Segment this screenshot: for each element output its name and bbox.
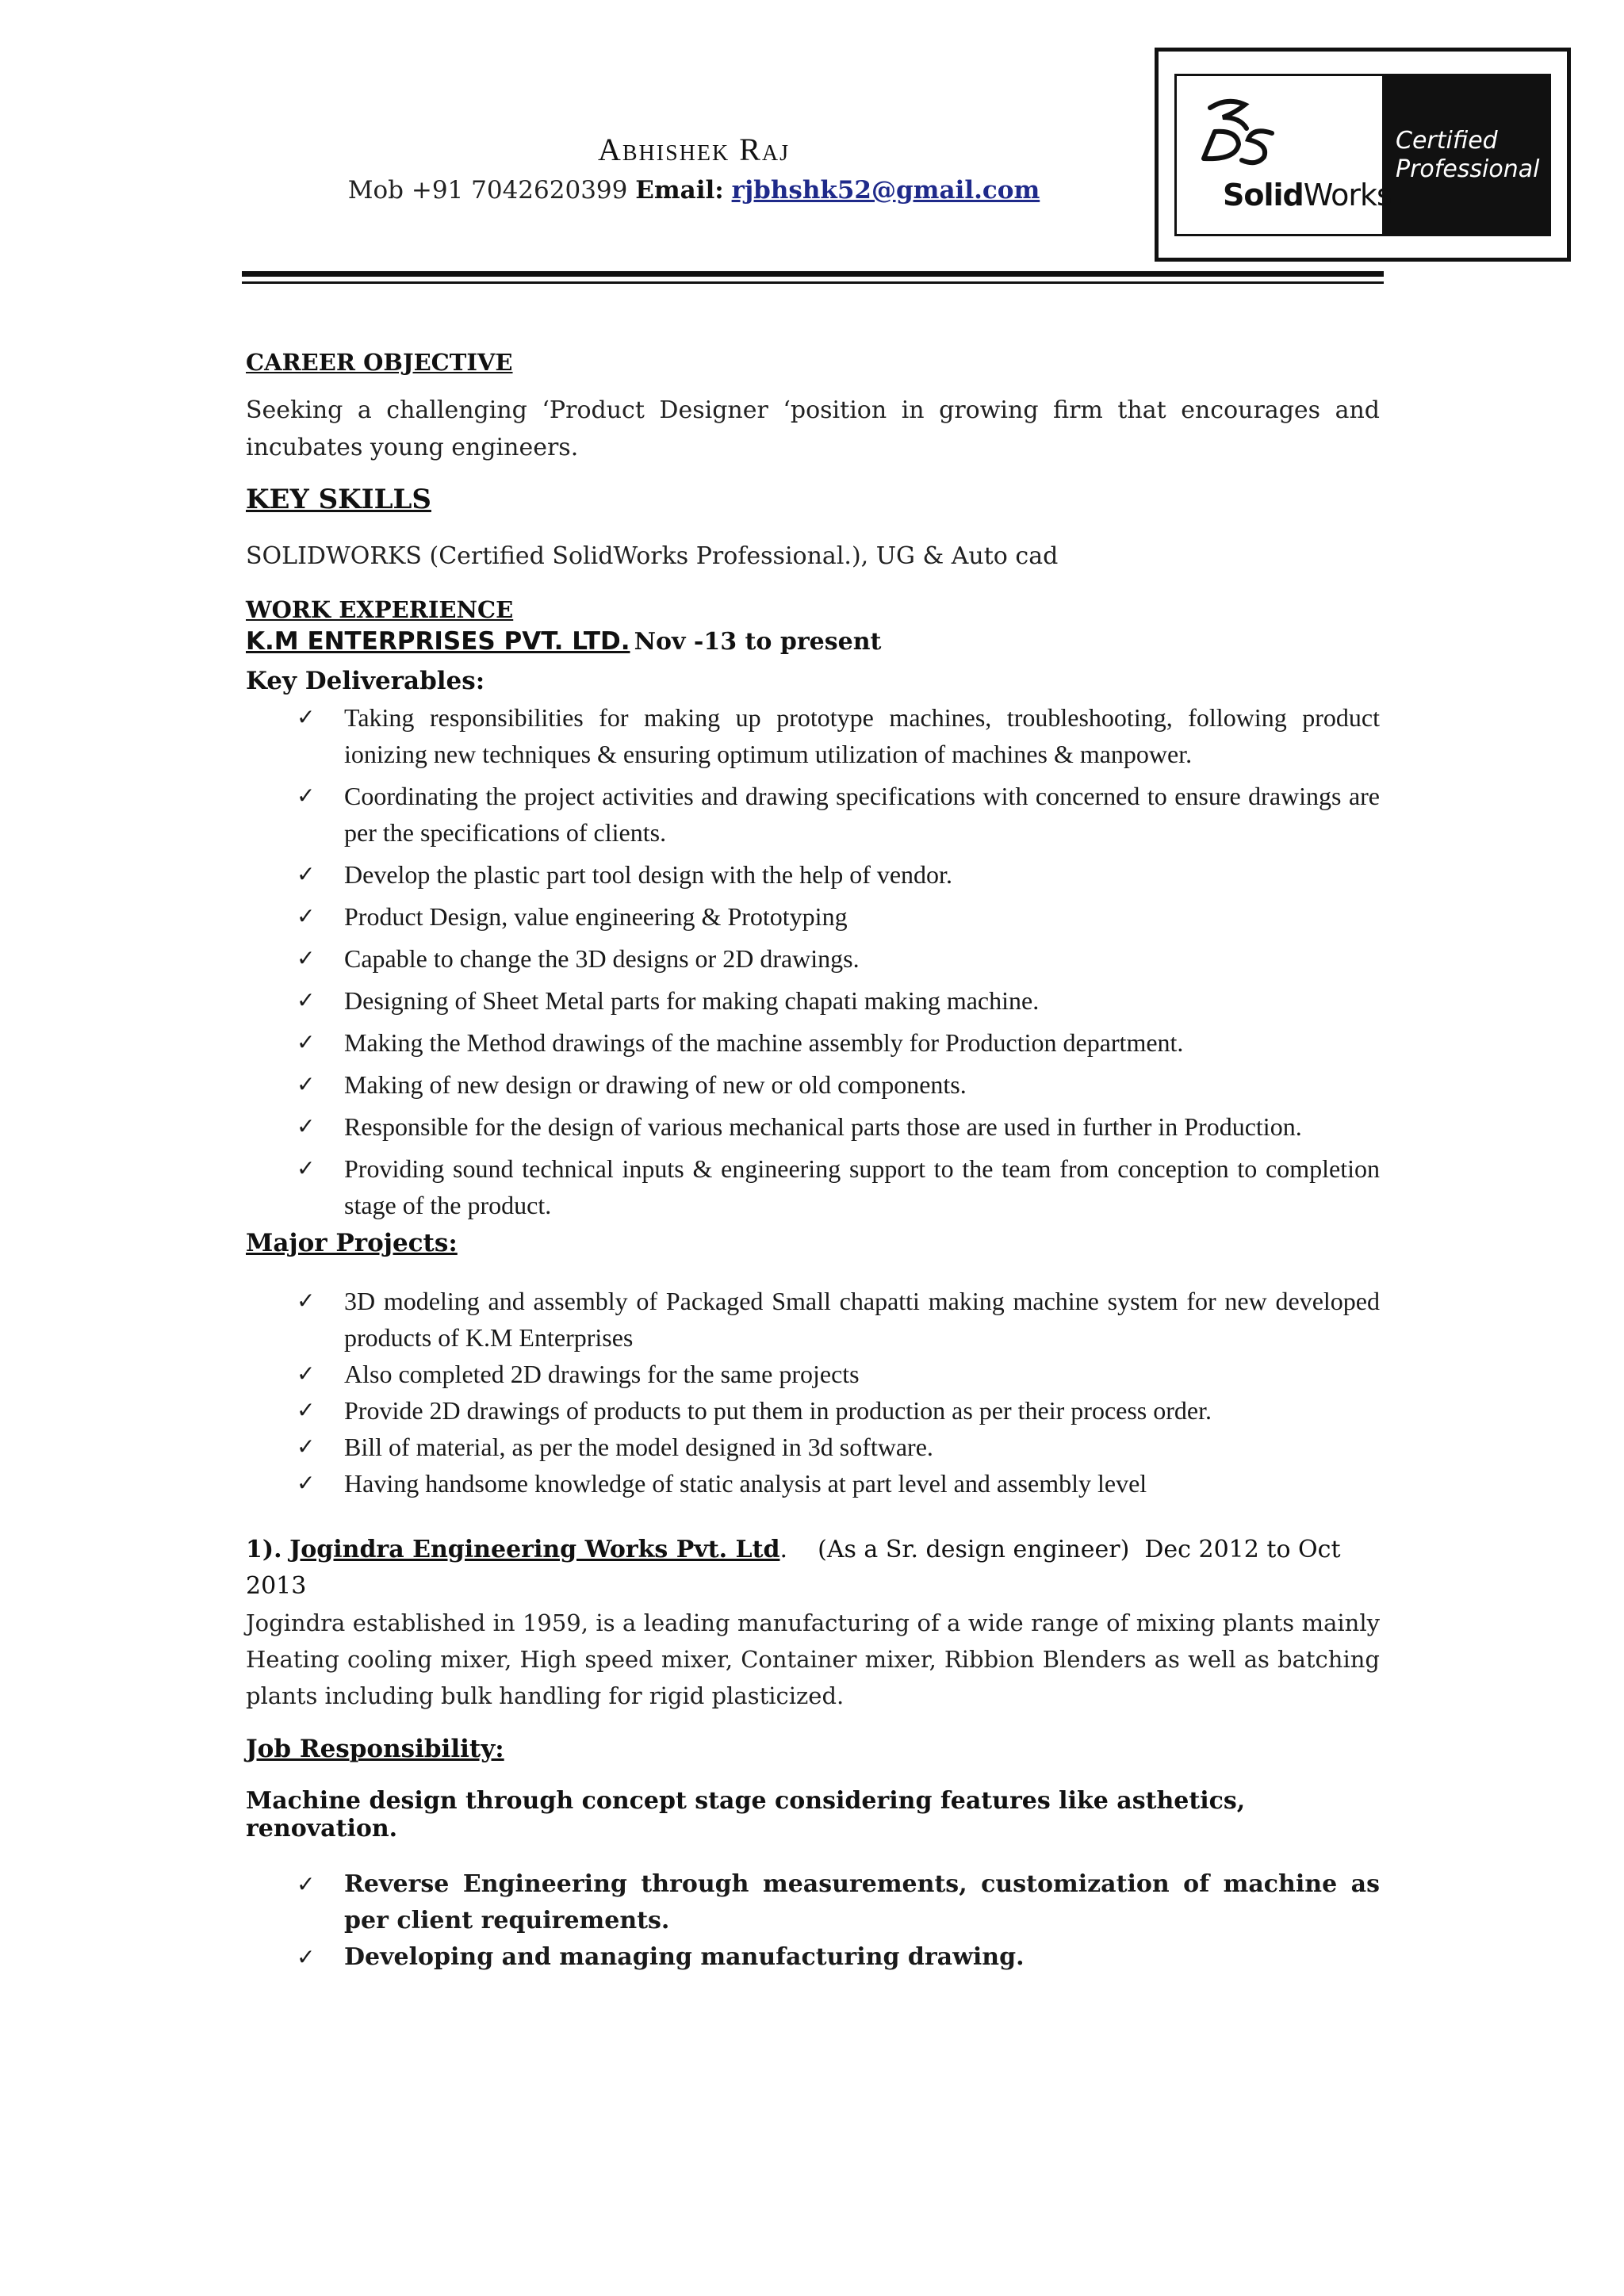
- checkmark-icon: ✓: [297, 1113, 316, 1139]
- key-skills-text: SOLIDWORKS (Certified SolidWorks Professional.), UG & Auto cad: [246, 542, 1059, 570]
- deliverable-item: [246, 982, 1380, 1019]
- deliverable-item: [246, 699, 1380, 772]
- key-skills-heading: KEY SKILLS: [246, 484, 431, 515]
- previous-role: (As a Sr. design engineer): [818, 1536, 1130, 1563]
- solidworks-certified-logo: [1174, 74, 1551, 236]
- deliverable-item: [246, 1150, 1380, 1223]
- email-label: Email:: [635, 176, 724, 205]
- deliverable-text: Designing of Sheet Metal parts for making chapati making machine.: [344, 986, 1040, 1015]
- project-text: 3D modeling and assembly of Packaged Small chapatti making machine system for new developed products of K.M Enterprises: [344, 1287, 1380, 1352]
- deliverable-text: Making of new design or drawing of new or old components.: [344, 1070, 967, 1099]
- deliverable-text: Capable to change the 3D designs or 2D drawings.: [344, 944, 860, 973]
- employer-name: K.M ENTERPRISES PVT. LTD.: [246, 627, 630, 656]
- checkmark-icon: ✓: [297, 783, 316, 809]
- checkmark-icon: ✓: [297, 1944, 316, 1970]
- career-objective-text: Seeking a challenging ‘Product Designer ‘position in growing firm that encourages and incubates young engineers.: [246, 396, 1380, 461]
- previous-period: Dec 2012 to Oct 2013: [246, 1536, 1341, 1600]
- job-responsibility-list: [246, 1866, 1380, 1976]
- deliverable-item: [246, 940, 1380, 977]
- machine-design-summary: Machine design through concept stage considering features like asthetics, renovation.: [246, 1787, 1246, 1843]
- checkmark-icon: ✓: [297, 1470, 316, 1496]
- solidworks-brand-panel: [1177, 76, 1392, 234]
- deliverable-item: [246, 778, 1380, 851]
- deliverable-text: Coordinating the project activities and drawing specifications with concerned to ensure drawings are per the specifications of clients.: [344, 782, 1380, 847]
- resume-body: [246, 349, 1380, 1976]
- header-divider-thick: [242, 271, 1384, 277]
- key-deliverables-heading: Key Deliverables:: [246, 667, 485, 695]
- header-divider-thin: [242, 281, 1384, 284]
- project-item: [246, 1356, 1380, 1392]
- email-link[interactable]: rjbhshk52@gmail.com: [731, 176, 1040, 205]
- job-responsibility-heading: Job Responsibility:: [246, 1735, 504, 1763]
- checkmark-icon: ✓: [297, 704, 316, 730]
- mobile-number: Mob +91 7042620399: [347, 176, 628, 205]
- project-text: Having handsome knowledge of static analysis at part level and assembly level: [344, 1469, 1147, 1498]
- deliverable-item: [246, 1066, 1380, 1103]
- deliverable-text: Providing sound technical inputs & engineering support to the team from conception to completion stage of the product.: [344, 1154, 1380, 1219]
- checkmark-icon: ✓: [297, 987, 316, 1013]
- previous-employer-description: Jogindra established in 1959, is a leading manufacturing of a wide range of mixing plants mainly Heating cooling mixer, High speed mixer, Container mixer, Ribbion Blenders as well as batching plants including bulk handling for rigid plasticized.: [246, 1609, 1380, 1709]
- employer-number: 1).: [246, 1536, 282, 1563]
- project-item: [246, 1429, 1380, 1465]
- major-projects-heading: Major Projects:: [246, 1229, 458, 1257]
- deliverable-item: [246, 1024, 1380, 1061]
- project-item: [246, 1283, 1380, 1356]
- certified-professional-badge: Certified Professional: [1385, 76, 1549, 234]
- checkmark-icon: ✓: [297, 861, 316, 887]
- checkmark-icon: ✓: [297, 1155, 316, 1181]
- deliverable-text: Product Design, value engineering & Prototyping: [344, 902, 848, 931]
- ds-logo-icon: [1196, 94, 1283, 173]
- candidate-name: Abhishek Raj: [597, 132, 791, 167]
- previous-employer-name: Jogindra Engineering Works Pvt. Ltd: [289, 1536, 780, 1563]
- checkmark-icon: ✓: [297, 1288, 316, 1314]
- project-text: Also completed 2D drawings for the same projects: [344, 1360, 860, 1388]
- deliverable-text: Develop the plastic part tool design with the help of vendor.: [344, 860, 952, 889]
- deliverable-item: [246, 898, 1380, 935]
- certification-logo-frame: [1155, 48, 1571, 262]
- deliverable-text: Taking responsibilities for making up prototype machines, troubleshooting, following product ionizing new techniques & ensuring optimum utilization of machines & manpower.: [344, 703, 1380, 768]
- checkmark-icon: ✓: [297, 1871, 316, 1897]
- major-projects-list: [246, 1283, 1380, 1502]
- responsibility-text: Developing and managing manufacturing drawing.: [344, 1943, 1025, 1971]
- key-deliverables-list: [246, 699, 1380, 1223]
- checkmark-icon: ✓: [297, 1397, 316, 1423]
- solidworks-wordmark: SolidWorks: [1223, 178, 1392, 212]
- responsibility-item: [246, 1866, 1380, 1939]
- deliverable-item: [246, 856, 1380, 893]
- checkmark-icon: ✓: [297, 903, 316, 929]
- deliverable-text: Responsible for the design of various mechanical parts those are used in further in Production.: [344, 1112, 1302, 1141]
- checkmark-icon: ✓: [297, 945, 316, 971]
- project-text: Provide 2D drawings of products to put them in production as per their process order.: [344, 1396, 1212, 1425]
- project-text: Bill of material, as per the model designed in 3d software.: [344, 1433, 933, 1461]
- responsibility-item: [246, 1939, 1380, 1976]
- employment-period: Nov -13 to present: [634, 628, 882, 656]
- deliverable-item: [246, 1108, 1380, 1145]
- project-item: [246, 1392, 1380, 1429]
- employer-line: [246, 624, 1380, 663]
- deliverable-text: Making the Method drawings of the machine assembly for Production department.: [344, 1028, 1184, 1057]
- checkmark-icon: ✓: [297, 1029, 316, 1055]
- checkmark-icon: ✓: [297, 1360, 316, 1387]
- project-item: [246, 1465, 1380, 1502]
- checkmark-icon: ✓: [297, 1433, 316, 1460]
- previous-employer-line: 1). Jogindra Engineering Works Pvt. Ltd. (As a Sr. design engineer) Dec 2012 to Oct 2013: [246, 1536, 1341, 1600]
- responsibility-text: Reverse Engineering through measurements, customization of machine as per client requirements.: [344, 1870, 1380, 1934]
- career-objective-heading: CAREER OBJECTIVE: [246, 349, 513, 376]
- contact-line: [238, 176, 1150, 205]
- checkmark-icon: ✓: [297, 1071, 316, 1097]
- work-experience-heading: WORK EXPERIENCE: [246, 596, 514, 623]
